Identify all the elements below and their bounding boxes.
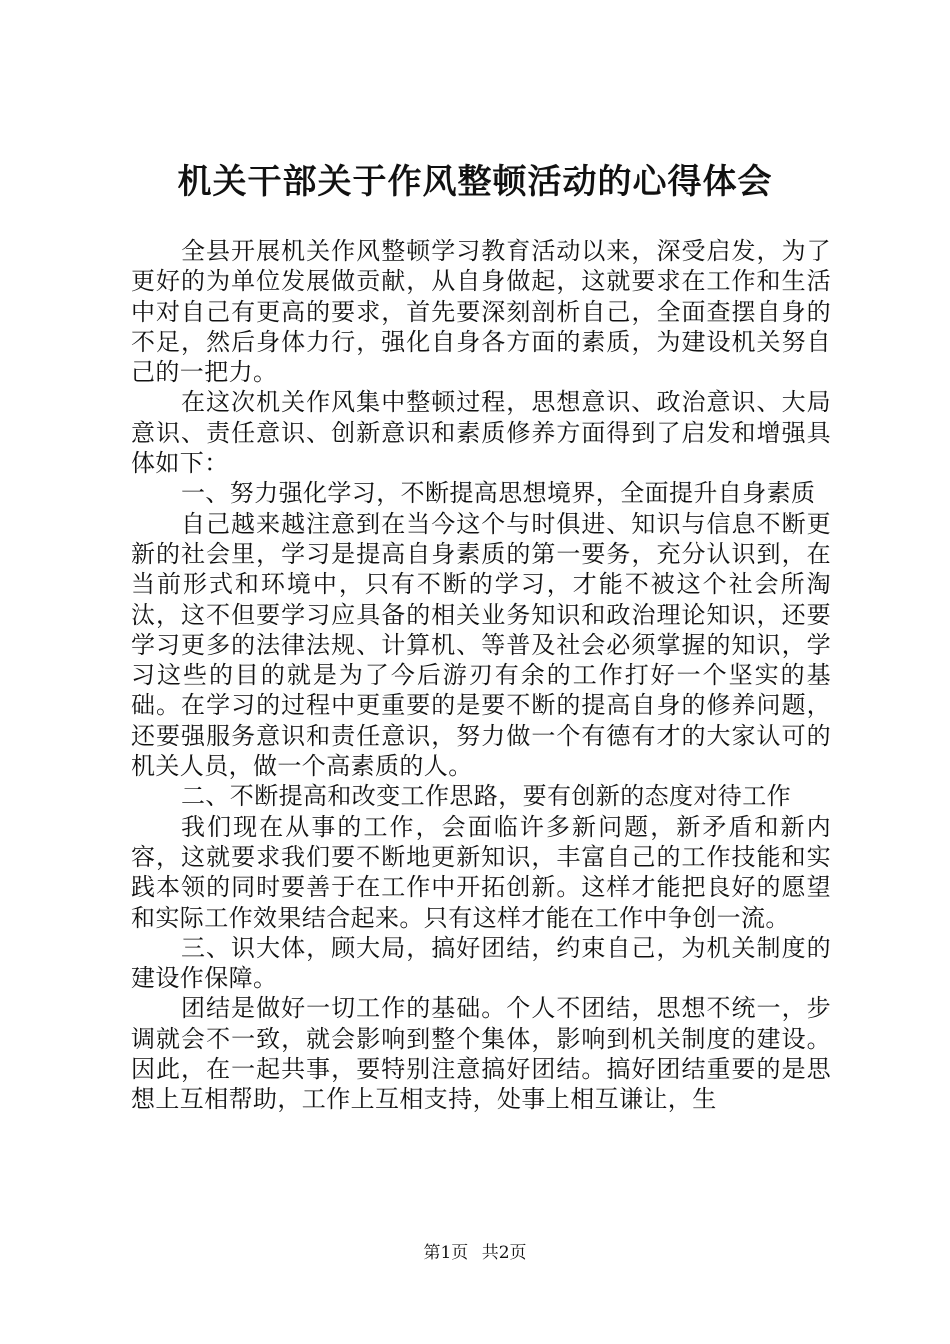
page-total: 共2页	[481, 1243, 527, 1263]
document-title: 机关干部关于作风整顿活动的心得体会	[177, 162, 773, 202]
section-heading-2: 二、不断提高和改变工作思路，要有创新的态度对待工作	[181, 782, 791, 811]
document-body	[131, 236, 831, 1115]
paragraph-section-1: 自己越来越注意到在当今这个与时俱进、知识与信息不断更新的社会里，学习是提高自身素质的第一要务，充分认识到，在当前形式和环境中，只有不断的学习，才能不被这个社会所淘汰，这不但要学习应具备的相关业务知识和政治理论知识，还要学习更多的法律法规、计算机、等普及社会必须掌握的知识，学习这些的目的就是为了今后游刃有余的工作打好一个坚实的基础。在学习的过程中更重要的是要不断的提高自身的修养问题，还要强服务意识和责任意识，努力做一个有德有才的大家认可的机关人员，做一个高素质的人。	[131, 509, 831, 781]
section-heading-1: 一、努力强化学习，不断提高思想境界，全面提升自身素质	[181, 479, 816, 508]
section-heading-3: 三、识大体，顾大局，搞好团结，约束自己，为机关制度的建设作保障。	[131, 933, 831, 993]
page-number: 第1页	[423, 1243, 469, 1263]
paragraph-intro: 全县开展机关作风整顿学习教育活动以来，深受启发，为了更好的为单位发展做贡献，从自身做起，这就要求在工作和生活中对自己有更高的要求，首先要深刻剖析自己，全面查摆自身的不足，然后身体力行，强化自身各方面的素质，为建设机关努自己的一把力。	[131, 237, 831, 387]
paragraph-section-2: 我们现在从事的工作，会面临许多新问题，新矛盾和新内容，这就要求我们要不断地更新知识，丰富自己的工作技能和实践本领的同时要善于在工作中开拓创新。这样才能把良好的愿望和实际工作效果结合起来。只有这样才能在工作中争创一流。	[131, 812, 831, 932]
paragraph-section-3: 团结是做好一切工作的基础。个人不团结，思想不统一，步调就会不一致，就会影响到整个集体，影响到机关制度的建设。因此，在一起共事，要特别注意搞好团结。搞好团结重要的是思想上互相帮助，工作上互相支持，处事上相互谦让，生	[131, 994, 831, 1114]
paragraph-overview: 在这次机关作风集中整顿过程，思想意识、政治意识、大局意识、责任意识、创新意识和素质修养方面得到了启发和增强具体如下：	[131, 388, 831, 478]
page-footer	[0, 1242, 950, 1264]
